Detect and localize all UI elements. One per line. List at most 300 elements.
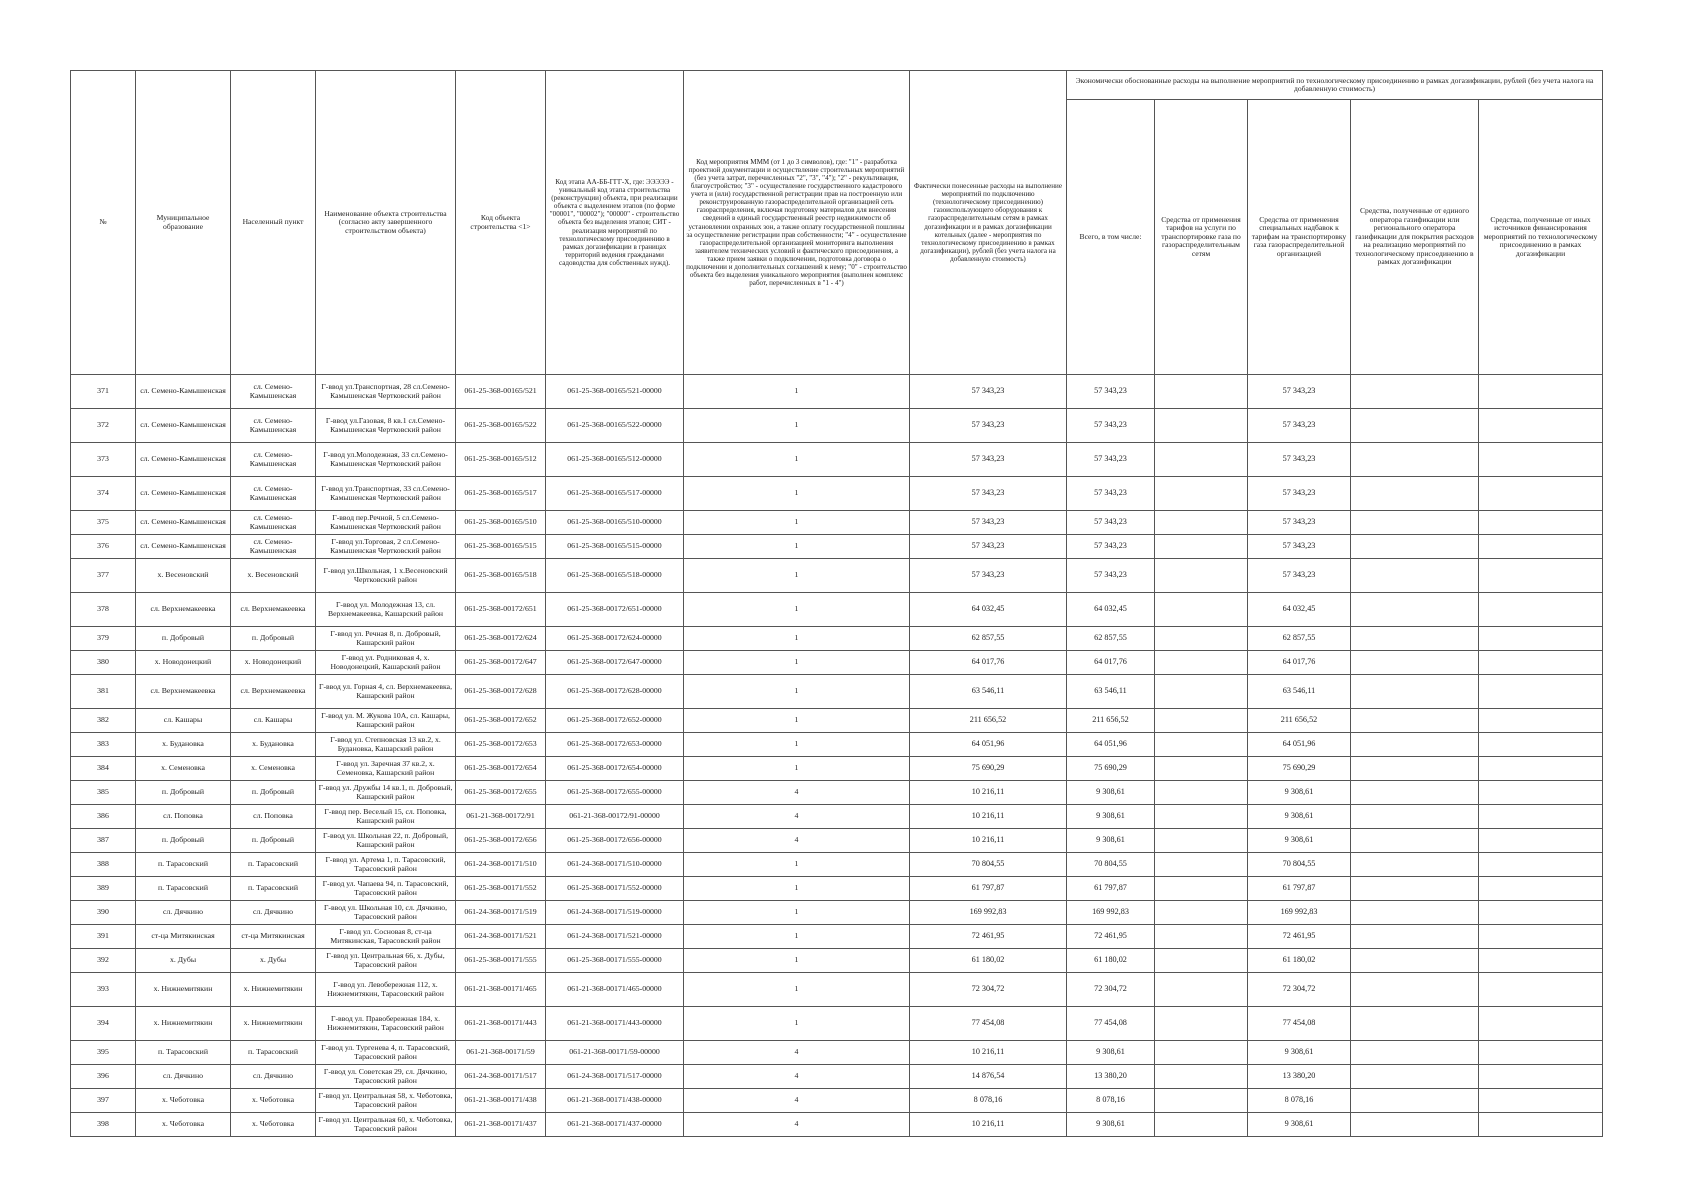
cell-total: 61 180,02	[1067, 949, 1155, 973]
table-row	[71, 651, 1603, 675]
cell-event-code: 1	[684, 675, 910, 709]
cell-stage-code: 061-21-368-00172/91-00000	[546, 805, 684, 829]
cell-stage-code: 061-25-368-00172/651-00000	[546, 593, 684, 627]
cell-actual-expenses: 14 876,54	[910, 1065, 1067, 1089]
cell-other-funds	[1479, 853, 1603, 877]
cell-object-code: 061-21-368-00171/59	[456, 1041, 546, 1065]
header-settlement: Населенный пункт	[231, 71, 316, 375]
cell-settlement: х. Будановка	[231, 733, 316, 757]
cell-settlement: х. Нижнемитякин	[231, 1007, 316, 1041]
header-other-funds: Средства, полученные от иных источников финансирования мероприятий по технологическому присоединению в рамках догазификации	[1479, 100, 1603, 375]
cell-municipality: х. Чеботовка	[136, 1113, 231, 1137]
cell-row-number: 373	[71, 443, 136, 477]
cell-actual-expenses: 57 343,23	[910, 535, 1067, 559]
cell-other-funds	[1479, 757, 1603, 781]
cell-tariff-funds	[1155, 781, 1248, 805]
cell-tariff-funds	[1155, 535, 1248, 559]
cell-tariff-funds	[1155, 757, 1248, 781]
cell-operator-funds	[1351, 925, 1479, 949]
cell-object-code: 061-24-368-00171/517	[456, 1065, 546, 1089]
table-row	[71, 559, 1603, 593]
cell-object-code: 061-25-368-00172/647	[456, 651, 546, 675]
cell-operator-funds	[1351, 477, 1479, 511]
cell-operator-funds	[1351, 757, 1479, 781]
cell-row-number: 397	[71, 1089, 136, 1113]
cell-special-surcharge-funds: 9 308,61	[1248, 781, 1351, 805]
cell-settlement: х. Семеновка	[231, 757, 316, 781]
cell-municipality: сл. Дячкино	[136, 1065, 231, 1089]
cell-actual-expenses: 57 343,23	[910, 511, 1067, 535]
cell-tariff-funds	[1155, 559, 1248, 593]
cell-total: 57 343,23	[1067, 511, 1155, 535]
cell-row-number: 382	[71, 709, 136, 733]
document-sheet	[70, 70, 1602, 1137]
cell-event-code: 1	[684, 757, 910, 781]
cell-object-name: Г-ввод ул. Советская 29, сл. Дячкино, Тарасовский район	[316, 1065, 456, 1089]
cell-event-code: 4	[684, 1041, 910, 1065]
cell-actual-expenses: 57 343,23	[910, 375, 1067, 409]
cell-municipality: х. Нижнемитякин	[136, 973, 231, 1007]
cell-row-number: 377	[71, 559, 136, 593]
cell-actual-expenses: 63 546,11	[910, 675, 1067, 709]
cell-object-name: Г-ввод ул.Торговая, 2 сл.Семено-Камышенская Чертковский район	[316, 535, 456, 559]
header-special-surcharge-funds: Средства от применения специальных надбавок к тарифам на транспортировку газа газораспределительной организацией	[1248, 100, 1351, 375]
cell-event-code: 1	[684, 477, 910, 511]
cell-operator-funds	[1351, 627, 1479, 651]
cell-special-surcharge-funds: 62 857,55	[1248, 627, 1351, 651]
cell-special-surcharge-funds: 64 032,45	[1248, 593, 1351, 627]
cell-stage-code: 061-25-368-00172/654-00000	[546, 757, 684, 781]
cell-actual-expenses: 169 992,83	[910, 901, 1067, 925]
cell-tariff-funds	[1155, 805, 1248, 829]
cell-tariff-funds	[1155, 709, 1248, 733]
cell-operator-funds	[1351, 409, 1479, 443]
cell-object-code: 061-24-368-00171/510	[456, 853, 546, 877]
cell-other-funds	[1479, 409, 1603, 443]
cell-stage-code: 061-24-368-00171/519-00000	[546, 901, 684, 925]
cell-other-funds	[1479, 781, 1603, 805]
table-row	[71, 901, 1603, 925]
cell-total: 57 343,23	[1067, 443, 1155, 477]
cell-row-number: 384	[71, 757, 136, 781]
cell-stage-code: 061-25-368-00171/555-00000	[546, 949, 684, 973]
cell-settlement: п. Добровый	[231, 627, 316, 651]
cell-special-surcharge-funds: 63 546,11	[1248, 675, 1351, 709]
table-row	[71, 877, 1603, 901]
cell-other-funds	[1479, 973, 1603, 1007]
cell-row-number: 390	[71, 901, 136, 925]
cell-stage-code: 061-25-368-00172/652-00000	[546, 709, 684, 733]
cell-municipality: сл. Семено-Камышенская	[136, 443, 231, 477]
table-row	[71, 757, 1603, 781]
cell-stage-code: 061-25-368-00165/522-00000	[546, 409, 684, 443]
cell-event-code: 1	[684, 593, 910, 627]
cell-event-code: 1	[684, 901, 910, 925]
table-row	[71, 1113, 1603, 1137]
cell-object-name: Г-ввод ул. Родниковая 4, х. Новодонецкий, Кашарский район	[316, 651, 456, 675]
cell-row-number: 372	[71, 409, 136, 443]
cell-settlement: сл. Семено-Камышенская	[231, 535, 316, 559]
cell-stage-code: 061-25-368-00172/655-00000	[546, 781, 684, 805]
cell-operator-funds	[1351, 709, 1479, 733]
cell-stage-code: 061-25-368-00165/518-00000	[546, 559, 684, 593]
cell-special-surcharge-funds: 77 454,08	[1248, 1007, 1351, 1041]
cell-stage-code: 061-25-368-00172/628-00000	[546, 675, 684, 709]
cell-object-code: 061-25-368-00172/655	[456, 781, 546, 805]
cell-object-code: 061-25-368-00172/654	[456, 757, 546, 781]
cell-total: 169 992,83	[1067, 901, 1155, 925]
cell-row-number: 394	[71, 1007, 136, 1041]
cell-object-code: 061-21-368-00171/437	[456, 1113, 546, 1137]
cell-settlement: сл. Семено-Камышенская	[231, 511, 316, 535]
cell-event-code: 1	[684, 853, 910, 877]
cell-object-code: 061-25-368-00172/653	[456, 733, 546, 757]
cell-stage-code: 061-25-368-00172/647-00000	[546, 651, 684, 675]
cell-object-code: 061-25-368-00172/628	[456, 675, 546, 709]
cell-row-number: 381	[71, 675, 136, 709]
cell-actual-expenses: 72 461,95	[910, 925, 1067, 949]
cell-settlement: х. Новодонецкий	[231, 651, 316, 675]
cell-special-surcharge-funds: 72 461,95	[1248, 925, 1351, 949]
cell-event-code: 1	[684, 1007, 910, 1041]
cell-total: 211 656,52	[1067, 709, 1155, 733]
table-header	[71, 71, 1603, 375]
cell-operator-funds	[1351, 1065, 1479, 1089]
cell-total: 9 308,61	[1067, 781, 1155, 805]
cell-event-code: 1	[684, 709, 910, 733]
cell-row-number: 371	[71, 375, 136, 409]
cell-settlement: сл. Дячкино	[231, 901, 316, 925]
cell-other-funds	[1479, 559, 1603, 593]
cell-actual-expenses: 64 017,76	[910, 651, 1067, 675]
cell-stage-code: 061-25-368-00165/521-00000	[546, 375, 684, 409]
cell-special-surcharge-funds: 13 380,20	[1248, 1065, 1351, 1089]
cell-other-funds	[1479, 805, 1603, 829]
cell-object-name: Г-ввод ул. Чапаева 94, п. Тарасовский, Тарасовский район	[316, 877, 456, 901]
cell-tariff-funds	[1155, 1007, 1248, 1041]
cell-municipality: п. Тарасовский	[136, 877, 231, 901]
header-total: Всего, в том числе:	[1067, 100, 1155, 375]
cell-event-code: 4	[684, 829, 910, 853]
cell-total: 64 032,45	[1067, 593, 1155, 627]
cell-municipality: сл. Верхнемакеевка	[136, 593, 231, 627]
cell-event-code: 1	[684, 375, 910, 409]
cell-object-name: Г-ввод ул. Тургенева 4, п. Тарасовский, Тарасовский район	[316, 1041, 456, 1065]
cell-operator-funds	[1351, 535, 1479, 559]
cell-settlement: х. Чеботовка	[231, 1089, 316, 1113]
cell-other-funds	[1479, 375, 1603, 409]
cell-tariff-funds	[1155, 593, 1248, 627]
cell-row-number: 396	[71, 1065, 136, 1089]
cell-other-funds	[1479, 511, 1603, 535]
cell-settlement: х. Нижнемитякин	[231, 973, 316, 1007]
cell-object-code: 061-21-368-00171/465	[456, 973, 546, 1007]
table-row	[71, 853, 1603, 877]
cell-operator-funds	[1351, 1113, 1479, 1137]
cell-object-name: Г-ввод ул. Сосновая 8, ст-ца Митякинская, Тарасовский район	[316, 925, 456, 949]
cell-other-funds	[1479, 443, 1603, 477]
cell-settlement: сл. Семено-Камышенская	[231, 477, 316, 511]
cell-row-number: 374	[71, 477, 136, 511]
table-row	[71, 1007, 1603, 1041]
cell-stage-code: 061-21-368-00171/438-00000	[546, 1089, 684, 1113]
cell-settlement: п. Добровый	[231, 781, 316, 805]
cell-municipality: сл. Верхнемакеевка	[136, 675, 231, 709]
cell-event-code: 1	[684, 925, 910, 949]
cell-object-code: 061-25-368-00172/652	[456, 709, 546, 733]
cell-object-name: Г-ввод ул. Степновская 13 кв.2, х. Будановка, Кашарский район	[316, 733, 456, 757]
cell-special-surcharge-funds: 57 343,23	[1248, 511, 1351, 535]
cell-total: 64 017,76	[1067, 651, 1155, 675]
cell-municipality: х. Новодонецкий	[136, 651, 231, 675]
cell-stage-code: 061-25-368-00172/656-00000	[546, 829, 684, 853]
cell-object-name: Г-ввод ул. Артема 1, п. Тарасовский, Тарасовский район	[316, 853, 456, 877]
cell-row-number: 380	[71, 651, 136, 675]
cell-tariff-funds	[1155, 675, 1248, 709]
cell-other-funds	[1479, 1089, 1603, 1113]
cell-other-funds	[1479, 877, 1603, 901]
cell-object-code: 061-25-368-00172/624	[456, 627, 546, 651]
cell-stage-code: 061-21-368-00171/437-00000	[546, 1113, 684, 1137]
cell-other-funds	[1479, 477, 1603, 511]
cell-event-code: 1	[684, 733, 910, 757]
cell-tariff-funds	[1155, 409, 1248, 443]
cell-row-number: 393	[71, 973, 136, 1007]
cell-total: 9 308,61	[1067, 805, 1155, 829]
cell-row-number: 388	[71, 853, 136, 877]
cell-actual-expenses: 57 343,23	[910, 559, 1067, 593]
cell-other-funds	[1479, 535, 1603, 559]
cell-operator-funds	[1351, 375, 1479, 409]
cell-event-code: 1	[684, 949, 910, 973]
table-row	[71, 593, 1603, 627]
cell-total: 9 308,61	[1067, 1113, 1155, 1137]
cell-other-funds	[1479, 1065, 1603, 1089]
cell-row-number: 375	[71, 511, 136, 535]
cell-stage-code: 061-25-368-00171/552-00000	[546, 877, 684, 901]
cell-event-code: 1	[684, 877, 910, 901]
cell-other-funds	[1479, 627, 1603, 651]
table-row	[71, 443, 1603, 477]
cell-object-name: Г-ввод ул. Дружбы 14 кв.1, п. Добровый, Кашарский район	[316, 781, 456, 805]
cell-other-funds	[1479, 593, 1603, 627]
cell-municipality: п. Добровый	[136, 627, 231, 651]
cell-special-surcharge-funds: 211 656,52	[1248, 709, 1351, 733]
cell-operator-funds	[1351, 651, 1479, 675]
cell-row-number: 395	[71, 1041, 136, 1065]
cell-object-code: 061-25-368-00165/522	[456, 409, 546, 443]
cell-tariff-funds	[1155, 1089, 1248, 1113]
cell-event-code: 4	[684, 1113, 910, 1137]
cell-actual-expenses: 64 051,96	[910, 733, 1067, 757]
cell-municipality: п. Добровый	[136, 829, 231, 853]
cell-stage-code: 061-24-368-00171/510-00000	[546, 853, 684, 877]
cell-municipality: сл. Кашары	[136, 709, 231, 733]
table-row	[71, 627, 1603, 651]
cell-stage-code: 061-25-368-00165/515-00000	[546, 535, 684, 559]
cell-operator-funds	[1351, 949, 1479, 973]
cell-other-funds	[1479, 651, 1603, 675]
cell-stage-code: 061-21-368-00171/465-00000	[546, 973, 684, 1007]
table-row	[71, 709, 1603, 733]
cell-special-surcharge-funds: 57 343,23	[1248, 535, 1351, 559]
cell-object-name: Г-ввод ул. Левобережная 112, х. Нижнемитякин, Тарасовский район	[316, 973, 456, 1007]
cell-settlement: ст-ца Митякинская	[231, 925, 316, 949]
cell-municipality: сл. Семено-Камышенская	[136, 535, 231, 559]
cell-municipality: х. Дубы	[136, 949, 231, 973]
cell-actual-expenses: 10 216,11	[910, 1113, 1067, 1137]
cell-event-code: 1	[684, 443, 910, 477]
cell-object-name: Г-ввод ул.Транспортная, 33 сл.Семено-Камышенская Чертковский район	[316, 477, 456, 511]
cell-total: 9 308,61	[1067, 1041, 1155, 1065]
cell-settlement: п. Добровый	[231, 829, 316, 853]
cell-actual-expenses: 72 304,72	[910, 973, 1067, 1007]
cell-event-code: 4	[684, 805, 910, 829]
cell-special-surcharge-funds: 57 343,23	[1248, 409, 1351, 443]
cell-object-code: 061-25-368-00165/515	[456, 535, 546, 559]
cell-operator-funds	[1351, 973, 1479, 1007]
cell-tariff-funds	[1155, 375, 1248, 409]
cell-event-code: 1	[684, 973, 910, 1007]
cell-stage-code: 061-21-368-00171/443-00000	[546, 1007, 684, 1041]
cell-row-number: 383	[71, 733, 136, 757]
header-object-code: Код объекта строительства <1>	[456, 71, 546, 375]
cell-object-name: Г-ввод ул. Речная 8, п. Добровый, Кашарский район	[316, 627, 456, 651]
cell-settlement: х. Дубы	[231, 949, 316, 973]
header-num: №	[71, 71, 136, 375]
cell-actual-expenses: 57 343,23	[910, 409, 1067, 443]
cell-special-surcharge-funds: 57 343,23	[1248, 375, 1351, 409]
cell-stage-code: 061-24-368-00171/521-00000	[546, 925, 684, 949]
cell-actual-expenses: 64 032,45	[910, 593, 1067, 627]
cell-object-name: Г-ввод ул.Транспортная, 28 сл.Семено-Камышенская Чертковский район	[316, 375, 456, 409]
cell-operator-funds	[1351, 733, 1479, 757]
cell-operator-funds	[1351, 901, 1479, 925]
cell-object-code: 061-25-368-00171/552	[456, 877, 546, 901]
cell-object-name: Г-ввод ул. Центральная 58, х. Чеботовка, Тарасовский район	[316, 1089, 456, 1113]
table-row	[71, 409, 1603, 443]
header-economic-expenses-group: Экономически обоснованные расходы на выполнение мероприятий по технологическому присоединению в рамках догазификации, рублей (без учета налога на добавленную стоимость)	[1067, 71, 1603, 100]
cell-tariff-funds	[1155, 949, 1248, 973]
cell-settlement: п. Тарасовский	[231, 853, 316, 877]
table-row	[71, 535, 1603, 559]
cell-event-code: 4	[684, 781, 910, 805]
header-stage-code: Код этапа АА-ББ-ГГГ-Х, где: ЭЭЭЭЭ - уникальный код этапа строительства (реконструкции) объекта, при реализации объекта с выделением этапов (по форме "00001", "00002"); "00000" - строительство объекта без выделения этапов; СИТ - реализация мероприятий по технологическому присоединению в рамках догазификации в границах территорий ведения гражданами садоводства для собственных нужд).	[546, 71, 684, 375]
header-municipality: Муниципальное образование	[136, 71, 231, 375]
cell-object-name: Г-ввод ул. Центральная 60, х. Чеботовка, Тарасовский район	[316, 1113, 456, 1137]
cell-object-code: 061-21-368-00171/443	[456, 1007, 546, 1041]
cell-total: 57 343,23	[1067, 375, 1155, 409]
table-row	[71, 511, 1603, 535]
cell-settlement: сл. Семено-Камышенская	[231, 375, 316, 409]
cell-other-funds	[1479, 925, 1603, 949]
cell-settlement: сл. Дячкино	[231, 1065, 316, 1089]
table-row	[71, 477, 1603, 511]
cell-municipality: сл. Семено-Камышенская	[136, 511, 231, 535]
cell-special-surcharge-funds: 72 304,72	[1248, 973, 1351, 1007]
cell-object-name: Г-ввод ул. М. Жукова 10А, сл. Кашары, Кашарский район	[316, 709, 456, 733]
cell-event-code: 1	[684, 535, 910, 559]
cell-other-funds	[1479, 901, 1603, 925]
cell-total: 62 857,55	[1067, 627, 1155, 651]
cell-stage-code: 061-25-368-00165/517-00000	[546, 477, 684, 511]
cell-actual-expenses: 10 216,11	[910, 829, 1067, 853]
cell-operator-funds	[1351, 853, 1479, 877]
cell-settlement: п. Тарасовский	[231, 877, 316, 901]
cell-municipality: х. Нижнемитякин	[136, 1007, 231, 1041]
cell-stage-code: 061-25-368-00165/510-00000	[546, 511, 684, 535]
cell-tariff-funds	[1155, 651, 1248, 675]
cell-settlement: сл. Семено-Камышенская	[231, 443, 316, 477]
cell-special-surcharge-funds: 70 804,55	[1248, 853, 1351, 877]
cell-object-name: Г-ввод пер. Веселый 15, сл. Поповка, Кашарский район	[316, 805, 456, 829]
cell-row-number: 386	[71, 805, 136, 829]
cell-actual-expenses: 8 078,16	[910, 1089, 1067, 1113]
header-tariff-funds: Средства от применения тарифов на услуги по транспортировке газа по газораспределительным сетям	[1155, 100, 1248, 375]
cell-municipality: сл. Семено-Камышенская	[136, 375, 231, 409]
cell-special-surcharge-funds: 57 343,23	[1248, 477, 1351, 511]
cell-stage-code: 061-25-368-00165/512-00000	[546, 443, 684, 477]
cell-object-name: Г-ввод пер.Речной, 5 сл.Семено-Камышенская Чертковский район	[316, 511, 456, 535]
cell-event-code: 1	[684, 627, 910, 651]
cell-municipality: сл. Дячкино	[136, 901, 231, 925]
cell-stage-code: 061-24-368-00171/517-00000	[546, 1065, 684, 1089]
cell-tariff-funds	[1155, 477, 1248, 511]
cell-event-code: 1	[684, 559, 910, 593]
cell-total: 13 380,20	[1067, 1065, 1155, 1089]
cell-municipality: сл. Поповка	[136, 805, 231, 829]
cell-stage-code: 061-25-368-00172/653-00000	[546, 733, 684, 757]
cell-other-funds	[1479, 829, 1603, 853]
cell-special-surcharge-funds: 57 343,23	[1248, 443, 1351, 477]
cell-tariff-funds	[1155, 925, 1248, 949]
cell-object-code: 061-25-368-00172/651	[456, 593, 546, 627]
cell-tariff-funds	[1155, 829, 1248, 853]
table-row	[71, 781, 1603, 805]
cell-municipality: х. Чеботовка	[136, 1089, 231, 1113]
header-object-name: Наименование объекта строительства (согласно акту завершенного строительством объекта)	[316, 71, 456, 375]
cell-other-funds	[1479, 709, 1603, 733]
cell-tariff-funds	[1155, 901, 1248, 925]
cell-special-surcharge-funds: 64 017,76	[1248, 651, 1351, 675]
cell-other-funds	[1479, 1113, 1603, 1137]
cell-tariff-funds	[1155, 973, 1248, 1007]
cell-municipality: сл. Семено-Камышенская	[136, 477, 231, 511]
cell-operator-funds	[1351, 675, 1479, 709]
cell-object-code: 061-25-368-00171/555	[456, 949, 546, 973]
cell-object-code: 061-25-368-00165/521	[456, 375, 546, 409]
cell-object-code: 061-25-368-00165/512	[456, 443, 546, 477]
cell-tariff-funds	[1155, 1065, 1248, 1089]
cell-other-funds	[1479, 949, 1603, 973]
cell-municipality: х. Семеновка	[136, 757, 231, 781]
cell-special-surcharge-funds: 75 690,29	[1248, 757, 1351, 781]
cell-municipality: п. Тарасовский	[136, 1041, 231, 1065]
cell-actual-expenses: 75 690,29	[910, 757, 1067, 781]
cell-operator-funds	[1351, 443, 1479, 477]
cell-actual-expenses: 61 180,02	[910, 949, 1067, 973]
cell-object-name: Г-ввод ул. Молодежная 13, сл. Верхнемакеевка, Кашарский район	[316, 593, 456, 627]
cell-total: 57 343,23	[1067, 559, 1155, 593]
cell-operator-funds	[1351, 805, 1479, 829]
cell-municipality: п. Тарасовский	[136, 853, 231, 877]
cell-operator-funds	[1351, 877, 1479, 901]
cell-settlement: х. Чеботовка	[231, 1113, 316, 1137]
cell-special-surcharge-funds: 57 343,23	[1248, 559, 1351, 593]
cell-special-surcharge-funds: 9 308,61	[1248, 1041, 1351, 1065]
cell-event-code: 1	[684, 409, 910, 443]
cell-event-code: 4	[684, 1065, 910, 1089]
